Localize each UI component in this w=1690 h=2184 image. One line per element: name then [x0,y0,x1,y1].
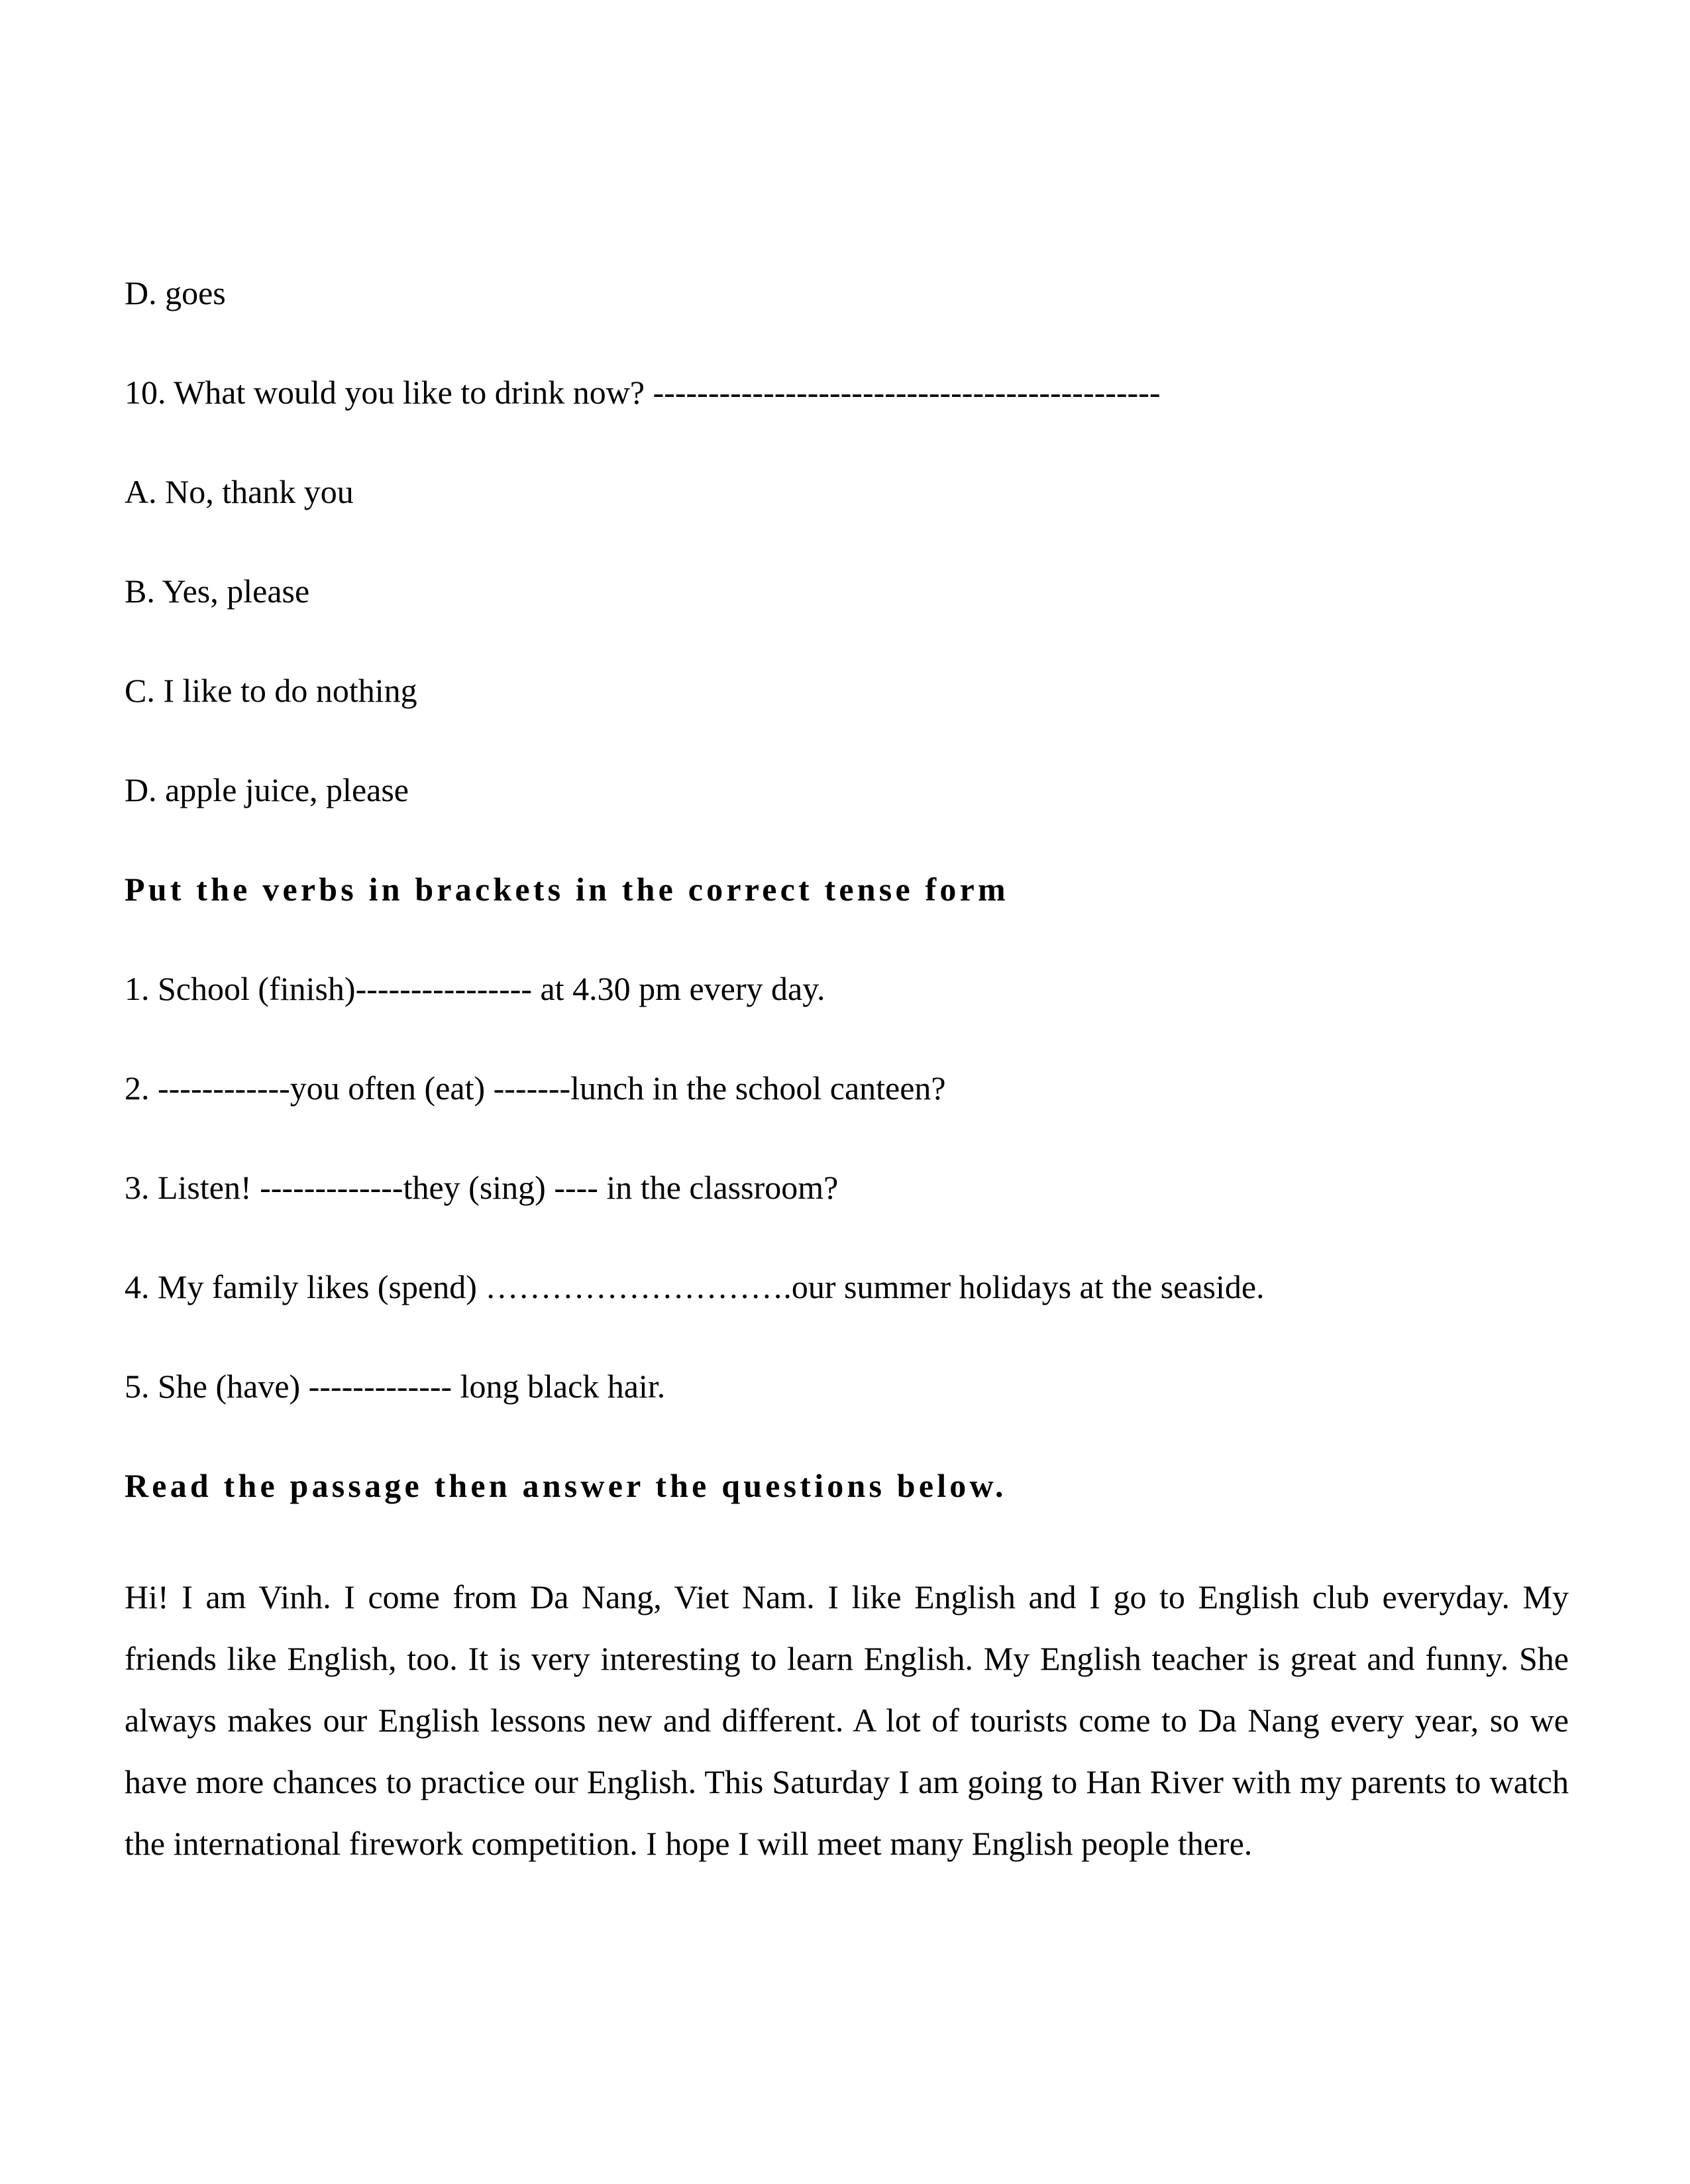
question-10-option-a: A. No, thank you [125,473,354,510]
verbs-item-1: 1. School (finish)---------------- at 4.30 pm every day. [125,970,825,1007]
reading-section-heading: Read the passage then answer the questions below. [125,1467,1007,1504]
verbs-item-5: 5. She (have) ------------- long black hair. [125,1368,666,1405]
question-10-option-c: C. I like to do nothing [125,672,417,709]
question-9-option-d: D. goes [125,274,226,311]
verbs-item-4: 4. My family likes (spend) ……………………….our summer holidays at the seaside. [125,1268,1265,1305]
reading-passage: Hi! I am Vinh. I come from Da Nang, Viet Nam. I like English and I go to English club everyday. My friends like English, too. It is very interesting to learn English. My English teacher is great and funny. She always makes our English lessons new and different. A lot of tourists come to Da Nang every year, so we have more chances to practice our English. This Saturday I am going to Han River with my parents to watch the international firework competition. I hope I will meet many English people there. [125,1578,1569,1862]
verbs-section-heading: Put the verbs in brackets in the correct tense form [125,871,1009,908]
verbs-item-3: 3. Listen! -------------they (sing) ---- in the classroom? [125,1169,839,1206]
question-10-option-d: D. apple juice, please [125,771,409,808]
question-10-option-b: B. Yes, please [125,573,310,610]
question-10-prompt: 10. What would you like to drink now? ---------------------------------------------- [125,374,1161,411]
verbs-item-2: 2. ------------you often (eat) -------lunch in the school canteen? [125,1069,946,1107]
